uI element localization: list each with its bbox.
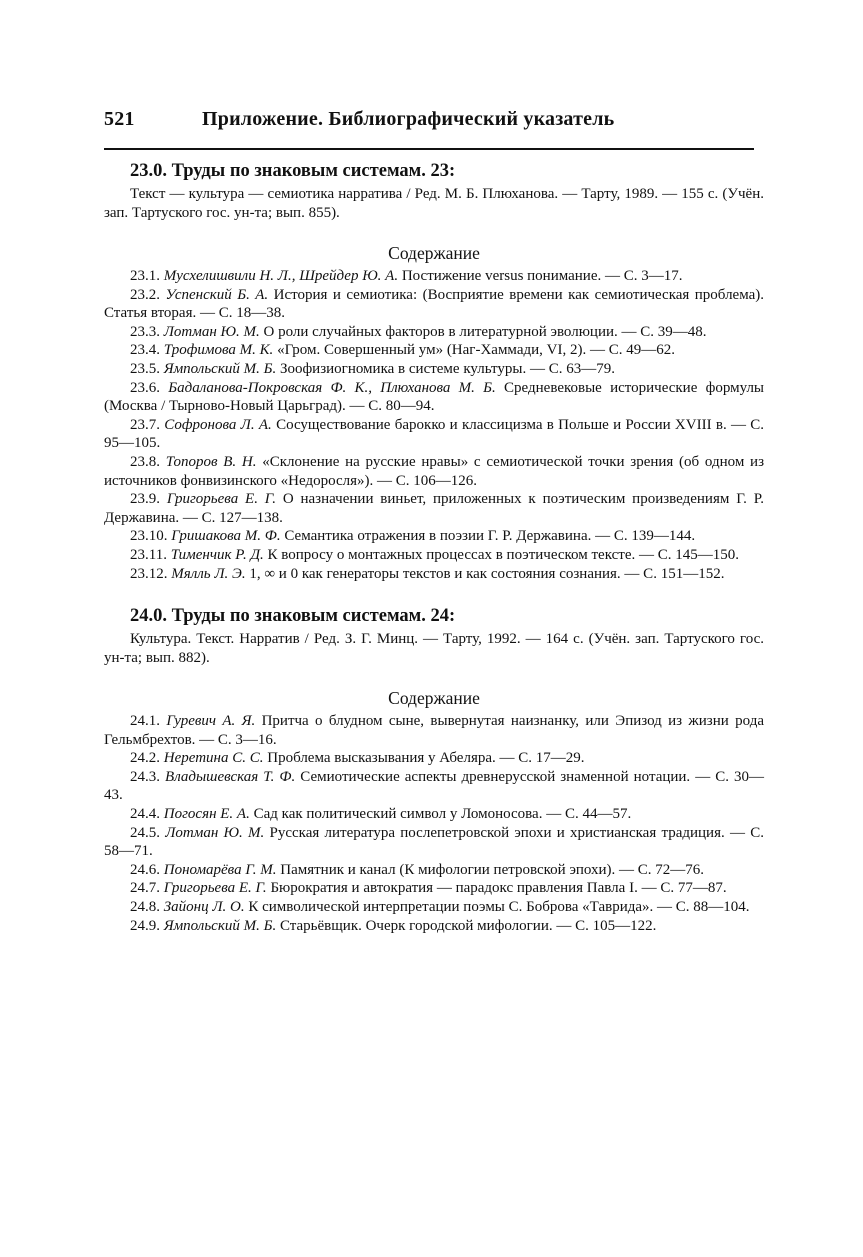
bibliography-entry: [104, 898, 764, 917]
entry-author: Зайонц Л. О.: [163, 899, 245, 916]
entry-text: Притча о блудном сыне, вывернутая наизнанку, или Эпизод из жизни рода Гельмбрехтов. — С. 3—16.: [104, 713, 764, 748]
bibliography-entry: [104, 341, 764, 360]
entry-text: О назначении виньет, приложенных к поэтическим произведениям Г. Р. Державина. — С. 127—138.: [104, 491, 764, 526]
bibliography-entry: [104, 749, 764, 768]
section-title: 23.0. Труды по знаковым системам. 23:: [130, 161, 456, 181]
entry-text: История и семиотика: (Восприятие времени как семиотическая проблема). Статья вторая. — С. 18—38.: [104, 286, 765, 322]
entry-number: 24.5.: [130, 824, 160, 841]
section-intro: Культура. Текст. Нарратив / Ред. З. Г. Минц. — Тарту, 1992. — 164 с. (Учён. зап. Тартуского гос. ун-та; вып. 882).: [104, 631, 764, 667]
running-head: [104, 108, 764, 142]
entry-author: Трофимова М. К.: [163, 342, 274, 359]
entry-author: Ямпольский М. Б.: [163, 360, 277, 377]
bibliography-entry: [104, 879, 764, 898]
header-rule: [104, 148, 754, 150]
bibliography-entry: [104, 267, 764, 286]
bibliography-entry: [104, 712, 764, 749]
running-title: Приложение. Библиографический указатель: [202, 108, 615, 130]
entry-author: Топоров В. Н.: [165, 453, 257, 470]
entry-text: Старьёвщик. Очерк городской мифологии. — С. 105—122.: [279, 917, 657, 934]
entry-number: 23.8.: [130, 453, 160, 470]
entry-number: 24.2.: [130, 750, 160, 767]
entry-text: Постижение versus понимание. — С. 3—17.: [401, 268, 683, 284]
bibliography-entry: [104, 527, 764, 546]
contents-heading: Содержание: [388, 688, 480, 709]
entry-author: Софронова Л. А.: [164, 416, 272, 433]
page-body: [104, 108, 764, 935]
entry-author: Ямпольский М. Б.: [163, 917, 277, 934]
bibliography-entry: [104, 286, 764, 323]
entry-text: К символической интерпретации поэмы С. Боброва «Таврида». — С. 88—104.: [248, 899, 750, 916]
section-gap: [104, 583, 764, 605]
entry-number: 23.1.: [130, 268, 160, 284]
bibliography-entry: [104, 546, 764, 565]
entry-text: Семантика отражения в поэзии Г. Р. Державина. — С. 139—144.: [284, 528, 696, 545]
entry-number: 23.5.: [130, 360, 160, 377]
bibliography-entry: [104, 768, 764, 805]
entry-number: 23.12.: [130, 565, 168, 582]
bibliography-entry: [104, 360, 764, 379]
entry-text: Сад как политический символ у Ломоносова. — С. 44—57.: [253, 806, 632, 823]
entry-author: Пономарёва Г. М.: [163, 861, 277, 878]
bibliography-entry: [104, 805, 764, 824]
entry-author: Мялль Л. Э.: [171, 565, 246, 582]
bibliography-entry: [104, 917, 764, 936]
entry-author: Успенский Б. А.: [165, 286, 269, 303]
page-number: 521: [104, 108, 135, 130]
entry-number: 23.10.: [130, 528, 168, 545]
entry-number: 24.3.: [130, 768, 160, 785]
sections-container: [104, 160, 764, 935]
entry-author: Григорьева Е. Г.: [166, 491, 276, 508]
bibliography-entry: [104, 565, 764, 584]
bibliography-entry: [104, 416, 764, 453]
bibliography-entry: [104, 824, 764, 861]
entry-text: 1, ∞ и 0 как генераторы текстов и как состояния сознания. — С. 151—152.: [249, 565, 725, 582]
entry-author: Тименчик Р. Д.: [170, 546, 264, 563]
entry-text: «Гром. Совершенный ум» (Наг-Хаммади, VI, 2). — С. 49—62.: [277, 342, 675, 359]
entry-author: Лотман Ю. М.: [165, 824, 265, 841]
entry-author: Владышевская Т. Ф.: [165, 768, 296, 785]
entry-text: Памятник и канал (К мифологии петровской эпохи). — С. 72—76.: [280, 861, 705, 878]
entry-text: Проблема высказывания у Абеляра. — С. 17—29.: [267, 750, 585, 767]
entry-text: Сосуществование барокко и классицизма в Польше и России XVIII в. — С. 95—105.: [104, 416, 765, 452]
section-intro: Текст — культура — семиотика нарратива / Ред. М. Б. Плюханова. — Тарту, 1989. — 155 с. (Учён. зап. Тартуского гос. ун-та; вып. 855).: [104, 186, 764, 221]
entry-number: 24.4.: [130, 806, 160, 823]
entry-text: Средневековые исторические формулы (Москва / Тырново-Новый Царьград). — С. 80—94.: [104, 379, 765, 415]
entry-author: Григорьева Е. Г.: [163, 880, 267, 897]
entry-author: Гуревич А. Я.: [166, 713, 256, 730]
entry-text: Бюрократия и автократия — парадокс правления Павла I. — С. 77—87.: [270, 880, 727, 897]
entry-number: 23.11.: [130, 546, 167, 563]
entry-number: 23.7.: [130, 416, 160, 433]
bibliography-entry: [104, 861, 764, 880]
entry-author: Бадаланова-Покровская Ф. К., Плюханова М. Б.: [168, 379, 496, 396]
entry-number: 23.4.: [130, 342, 160, 359]
bibliography-entry: [104, 379, 764, 416]
entry-number: 24.6.: [130, 861, 160, 878]
entry-number: 23.9.: [130, 491, 160, 508]
entry-text: Семиотические аспекты древнерусской знаменной нотации. — С. 30—43.: [104, 768, 765, 804]
entry-text: Зоофизиогномика в системе культуры. — С. 63—79.: [279, 360, 615, 377]
entry-author: Лотман Ю. М.: [163, 323, 260, 340]
entry-number: 23.3.: [130, 323, 160, 340]
entry-author: Гришакова М. Ф.: [171, 528, 281, 545]
bibliography-entry: [104, 490, 764, 527]
bibliography-entry: [104, 453, 764, 490]
contents-heading: Содержание: [388, 243, 480, 263]
section-title: 24.0. Труды по знаковым системам. 24:: [130, 606, 456, 627]
bibliography-entry: [104, 323, 764, 342]
entry-text: Русская литература послепетровской эпохи и христианская традиция. — С. 58—71.: [104, 824, 764, 860]
entry-text: К вопросу о монтажных процессах в поэтическом тексте. — С. 145—150.: [267, 546, 740, 563]
entry-number: 24.7.: [130, 880, 160, 897]
entry-author: Погосян Е. А.: [163, 806, 250, 823]
entry-author: Мусхелишвили Н. Л., Шрейдер Ю. А.: [163, 268, 399, 284]
entry-text: О роли случайных факторов в литературной эволюции. — С. 39—48.: [263, 323, 707, 340]
entry-number: 24.1.: [130, 713, 160, 730]
entry-author: Неретина С. С.: [163, 750, 264, 767]
entry-number: 24.9.: [130, 917, 160, 934]
entry-number: 24.8.: [130, 899, 160, 916]
entry-number: 23.6.: [130, 379, 160, 396]
entry-text: «Склонение на русские нравы» с семиотической точки зрения (об одном из источников фонвизинского «Недоросля»). — С. 106—126.: [104, 453, 765, 489]
entry-number: 23.2.: [130, 286, 160, 303]
